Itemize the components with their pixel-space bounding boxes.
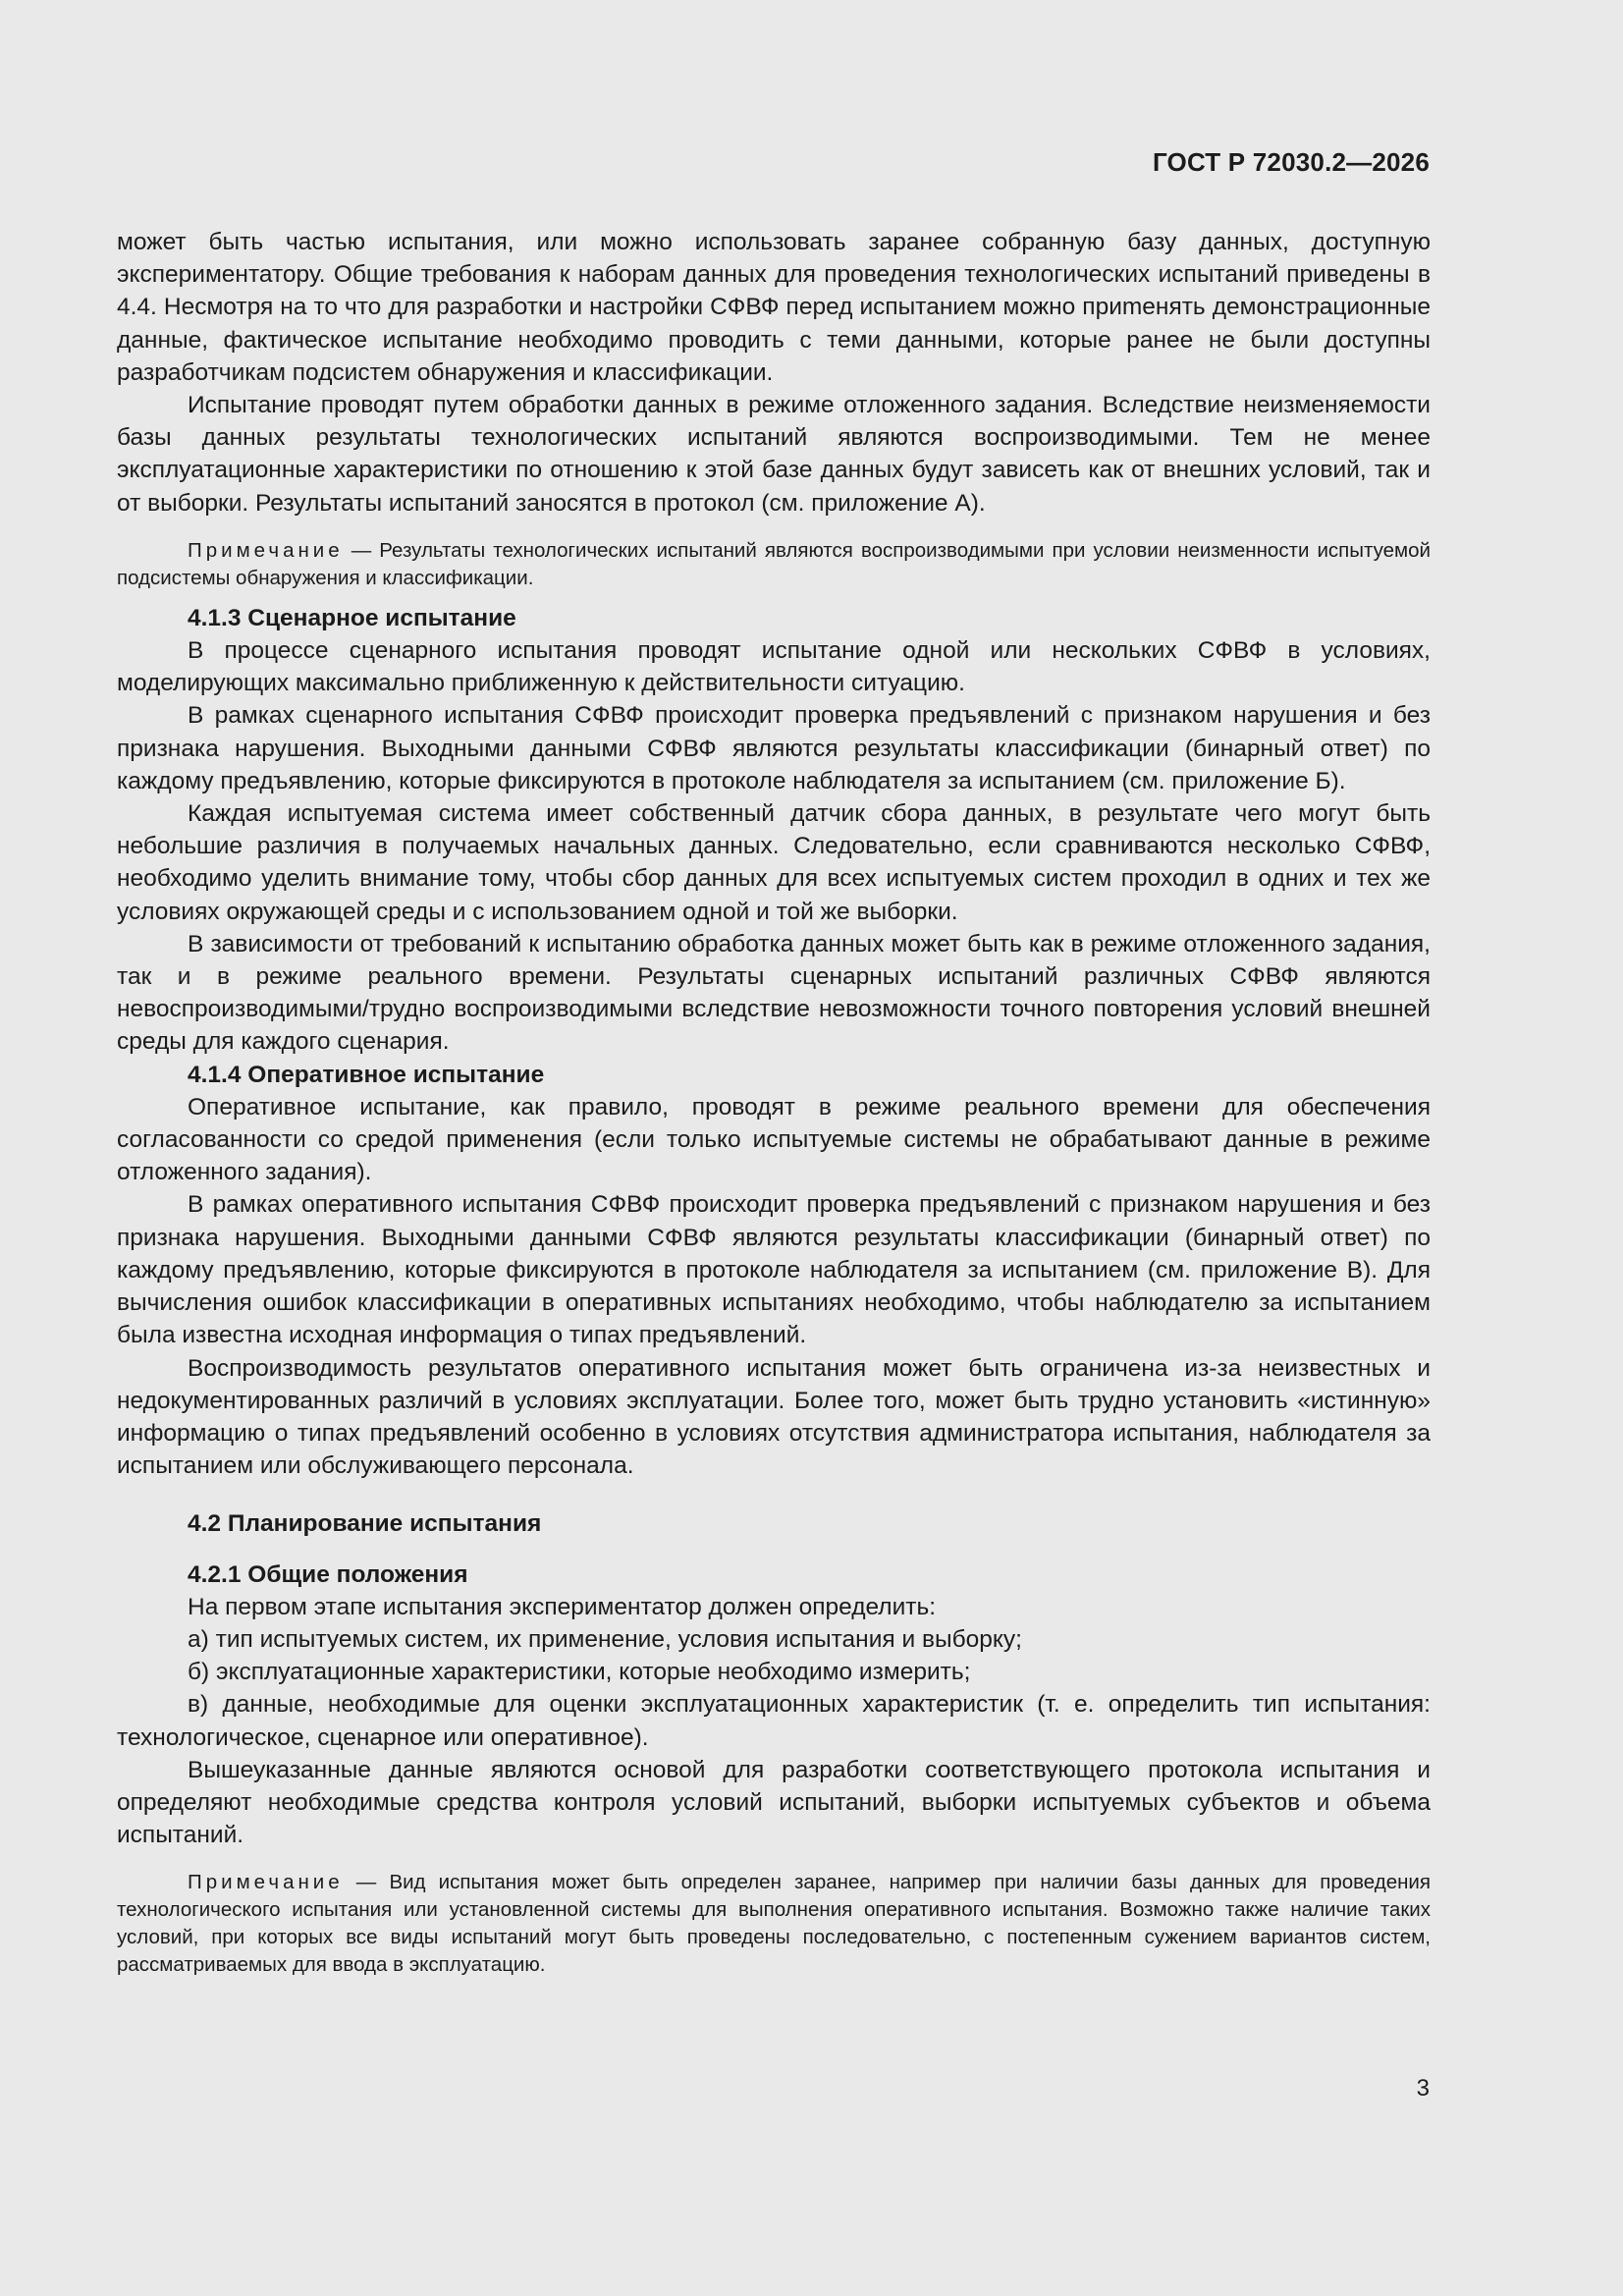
s413-paragraph-2: В рамках сценарного испытания СФВФ происходит проверка предъявлений с признаком нарушения и без признака нарушения. Выходными данными СФВФ являются результаты классификации (бинарный ответ) по каждому предъявлению, которые фиксируются в протоколе наблюдателя за испытанием (см. приложение Б). [117,702,1431,794]
heading-4-2: 4.2 Планирование испытания [188,1510,542,1538]
note-dash: — [343,1871,390,1894]
s421-paragraph-2: Вышеуказанные данные являются основой для разработки соответствующего протокола испытания и определяют необходимые средства контроля условий испытаний, выборки испытуемых субъектов и объема испытаний. [117,1756,1431,1849]
heading-4-1-4: 4.1.4 Оперативное испытание [188,1061,545,1088]
note-text: Результаты технологических испытаний являются воспроизводимыми при условии неизменности испытуемой подсистемы обнаружения и классификации. [117,538,1431,589]
heading-4-2-1: 4.2.1 Общие положения [188,1560,468,1588]
s413-paragraph-4: В зависимости от требований к испытанию обработка данных может быть как в режиме отложенного задания, так и в режиме реального времени. Результаты сценарных испытаний различных СФВФ являются невоспроизводимыми/трудно воспроизводимыми вследствие невозможности точного повторения условий внешней среды для каждого сценария. [117,930,1431,1056]
list-item-a: а) тип испытуемых систем, их применение, условия испытания и выборку; [188,1625,1022,1653]
intro-paragraph-1: может быть частью испытания, или можно использовать заранее собранную базу данных, доступную экспериментатору. Общие требования к наборам данных для проведения технологических испытаний приведены в 4.4. Несмотря на то что для разработки и настройки СФВФ перед испытанием можно приmенять демонстрационные данные, фактическое испытание необходимо проводить с теми данными, которые ранее не были доступны разработчикам подсистем обнаружения и классификации. [117,229,1431,386]
page-number: 3 [1416,2075,1430,2102]
s414-paragraph-2: В рамках оперативного испытания СФВФ происходит проверка предъявлений с признаком нарушения и без признака нарушения. Выходными данными СФВФ являются результаты классификации (бинарный ответ) по каждому предъявлению, которые фиксируются в протоколе наблюдателя за испытанием (см. приложение В). Для вычисления ошибок классификации в оперативных испытаниях необходимо, чтобы наблюдателю за испытанием была известна исходная информация о типах предъявлений. [117,1191,1431,1349]
note-1 [117,537,1431,592]
s421-paragraph-1: На первом этапе испытания экспериментатор должен определить: [188,1593,937,1620]
note-2 [117,1869,1431,1979]
intro-paragraph-2: Испытание проводят путем обработки данных в режиме отложенного задания. Вследствие неизменяемости базы данных результаты технологических испытаний являются воспроизводимыми. Тем не менее эксплуатационные характеристики по отношению к этой базе данных будут зависеть как от внешних условий, так и от выборки. Результаты испытаний заносятся в протокол (см. приложение А). [117,392,1431,517]
note-label: Примечание [188,538,344,562]
s414-paragraph-3: Воспроизводимость результатов оперативного испытания может быть ограничена из-за неизвестных и недокументированных различий в условиях эксплуатации. Более того, может быть трудно установить «истинную» информацию о типах предъявлений особенно в условиях отсутствия администратора испытания, наблюдателя за испытанием или обслуживающего персонала. [117,1354,1431,1480]
list-item-c: в) данные, необходимые для оценки эксплуатационных характеристик (т. е. определить тип испытания: технологическое, сценарное или оперативное). [117,1691,1431,1751]
note-text: Вид испытания может быть определен заранее, например при наличии базы данных для проведения технологического испытания или установленной системы для выполнения оперативного испытания. Возможно также наличие таких условий, при которых все виды испытаний могут быть проведены последовательно, с постепенным сужением вариантов систем, рассматриваемых для ввода в эксплуатацию. [117,1871,1431,1977]
note-dash: — [343,538,380,562]
page-body [117,226,1431,1979]
s413-paragraph-3: Каждая испытуемая система имеет собственный датчик сбора данных, в результате чего могут быть небольшие различия в получаемых начальных данных. Следовательно, если сравниваются несколько СФВФ, необходимо уделить внимание тому, чтобы сбор данных для всех испытуемых систем проходил в одних и тех же условиях окружающей среды и с использованием одной и той же выборки. [117,800,1431,925]
note-label: Примечание [188,1871,344,1894]
s413-paragraph-1: В процессе сценарного испытания проводят испытание одной или нескольких СФВФ в условиях, моделирующих максимально приближенную к действительности ситуацию. [117,637,1431,697]
heading-4-1-3: 4.1.3 Сценарное испытание [188,604,516,631]
list-item-b: б) эксплуатационные характеристики, которые необходимо измерить; [188,1659,971,1686]
document-designation: ГОСТ Р 72030.2—2026 [1152,147,1430,177]
s414-paragraph-1: Оперативное испытание, как правило, проводят в режиме реального времени для обеспечения согласованности со средой применения (если только испытуемые системы не обрабатывают данные в режиме отложенного задания). [117,1093,1431,1186]
